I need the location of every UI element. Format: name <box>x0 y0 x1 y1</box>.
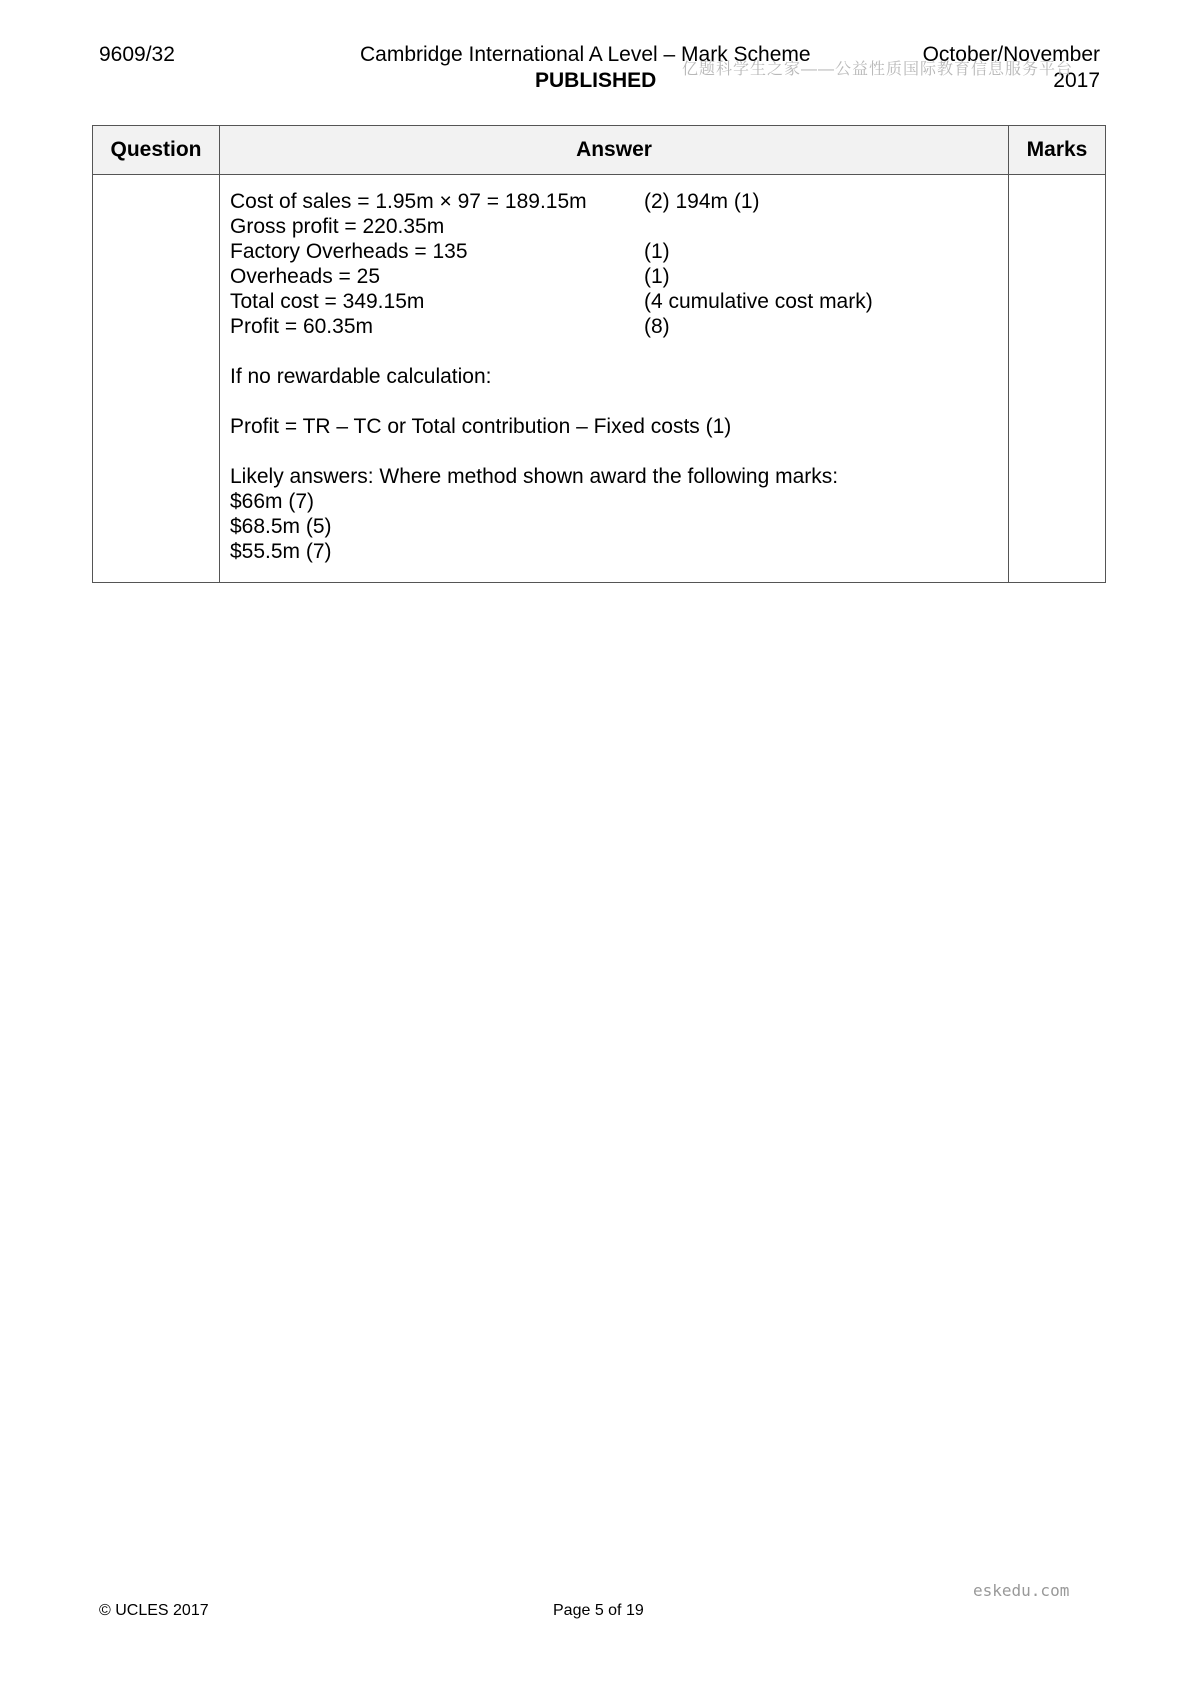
question-cell <box>93 175 220 583</box>
copyright: © UCLES 2017 <box>99 1602 209 1619</box>
no-reward-note: If no rewardable calculation: <box>230 365 492 388</box>
question-header: Question <box>93 126 220 175</box>
calc-line-left: Overheads = 25 <box>230 265 381 288</box>
exam-year: 2017 <box>1053 69 1100 92</box>
likely-answers-intro: Likely answers: Where method shown award the following marks: <box>230 465 839 488</box>
profit-formula: Profit = TR – TC or Total contribution – Fixed costs (1) <box>230 415 732 438</box>
calc-line-mark: (1) <box>644 240 670 263</box>
table-header-row <box>93 126 1106 175</box>
calc-line <box>230 314 998 339</box>
page-number: Page 5 of 19 <box>553 1602 644 1619</box>
document-title: Cambridge International A Level – Mark Scheme <box>360 43 811 66</box>
answer-cell <box>220 175 1009 583</box>
calc-line <box>230 214 998 239</box>
calc-line <box>230 289 998 314</box>
calc-line-mark: (8) <box>644 315 670 338</box>
calc-line-left: Factory Overheads = 135 <box>230 240 468 263</box>
calc-line-left: Gross profit = 220.35m <box>230 215 445 238</box>
calc-line <box>230 189 998 214</box>
likely-answer: $66m (7) <box>230 490 315 513</box>
likely-answer: $68.5m (5) <box>230 515 332 538</box>
mark-scheme-table <box>92 125 1106 583</box>
calc-line <box>230 264 998 289</box>
calc-line-left: Total cost = 349.15m <box>230 290 425 313</box>
marks-header: Marks <box>1009 126 1106 175</box>
paper-code: 9609/32 <box>99 43 175 66</box>
published-label: PUBLISHED <box>535 69 657 92</box>
exam-session: October/November <box>922 43 1100 66</box>
answer-header: Answer <box>220 126 1009 175</box>
calc-line-mark: (4 cumulative cost mark) <box>644 290 873 313</box>
likely-answer: $55.5m (7) <box>230 540 332 563</box>
table-row <box>93 175 1106 583</box>
watermark-text: 亿题科学生之家——公益性质国际教育信息服务平台 <box>682 61 1074 78</box>
marks-cell <box>1009 175 1106 583</box>
calc-line-mark: (1) <box>644 265 670 288</box>
calc-line-left: Cost of sales = 1.95m × 97 = 189.15m <box>230 190 587 213</box>
calc-line-mark: (2) 194m (1) <box>644 190 760 213</box>
calc-line <box>230 239 998 264</box>
calc-line-left: Profit = 60.35m <box>230 315 373 338</box>
site-watermark: eskedu.com <box>973 1581 1070 1600</box>
